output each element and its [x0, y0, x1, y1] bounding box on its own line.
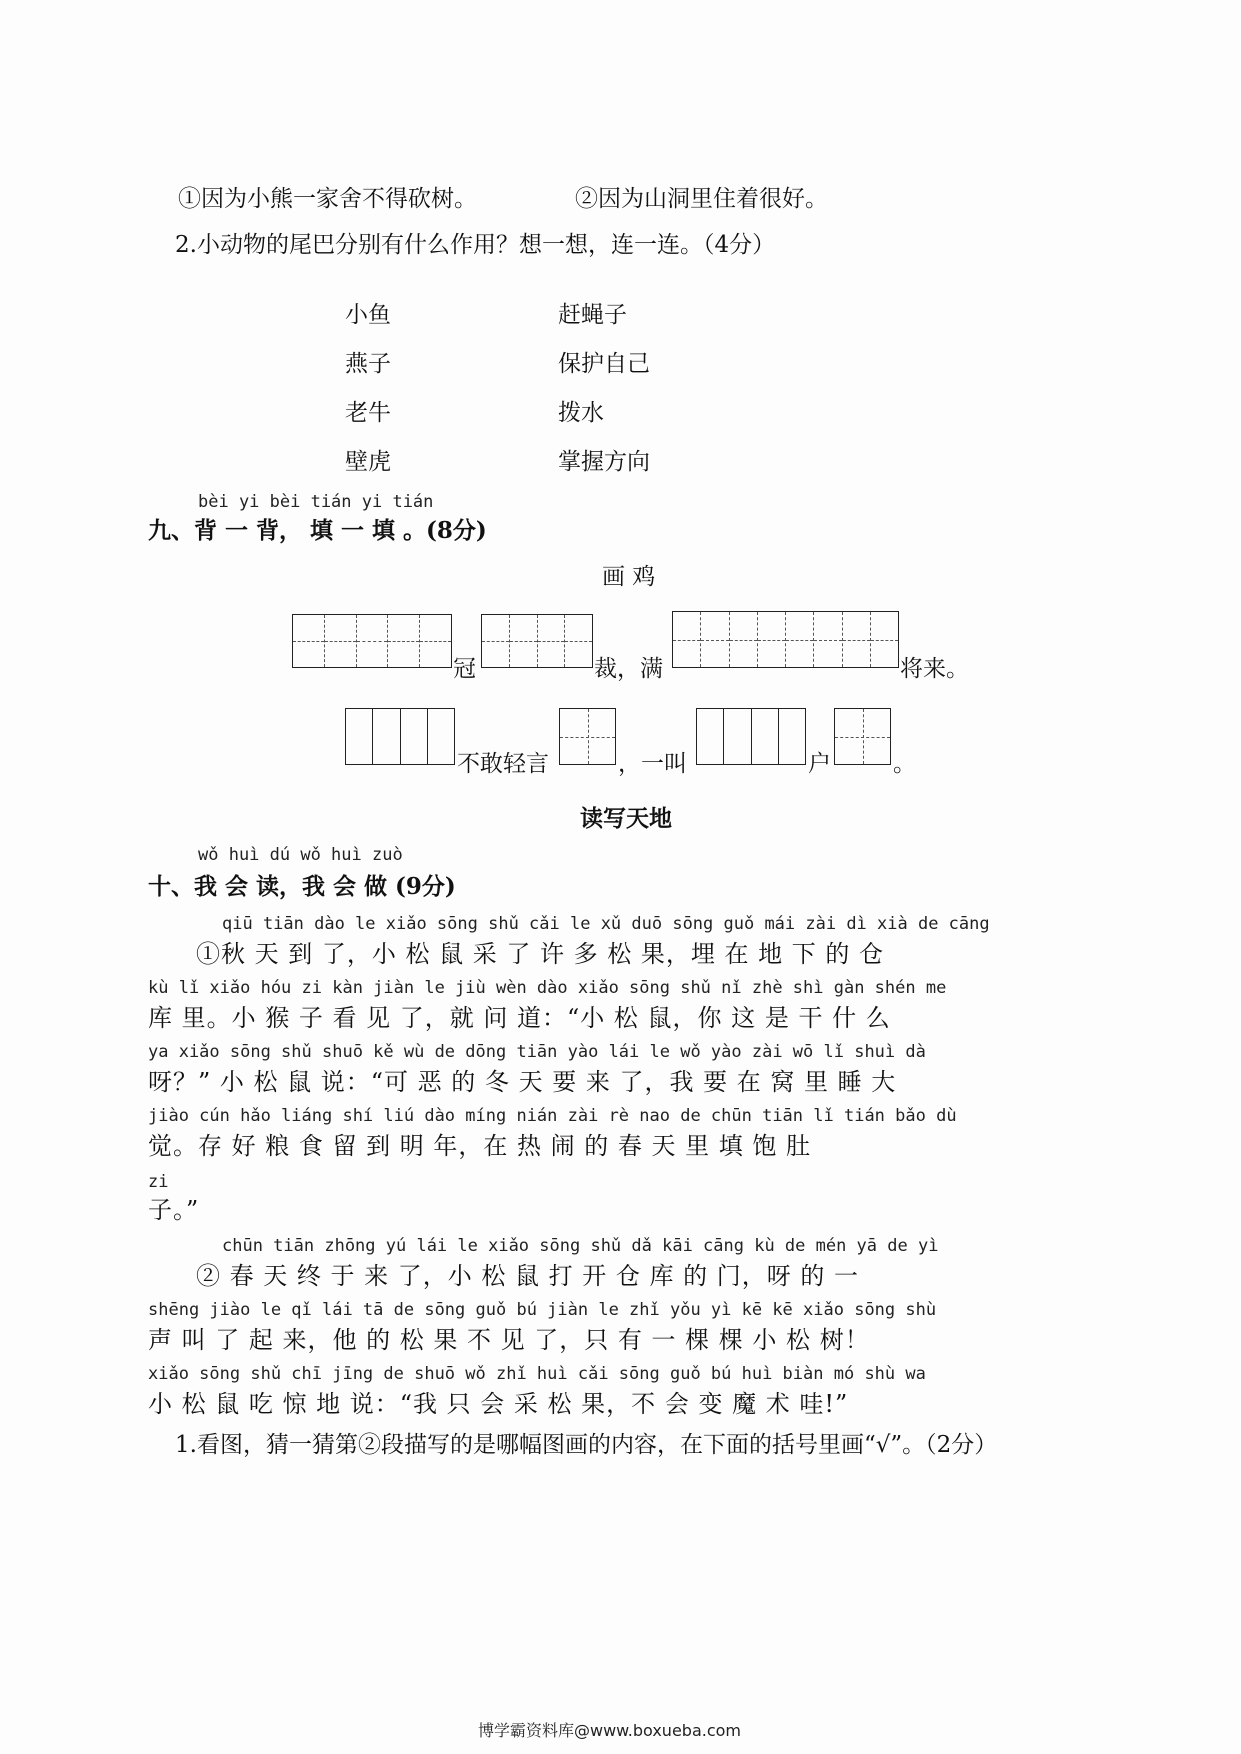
writing-grid[interactable]: [559, 708, 616, 765]
poem-text: 不敢轻言: [457, 751, 549, 777]
passage-line: 觉。存 好 粮 食 留 到 明 年，在 热 闹 的 春 天 里 填 饱 肚: [148, 1132, 812, 1160]
passage-line: 库 里。小 猴 子 看 见 了，就 问 道：“小 松 鼠，你 这 是 干 什 么: [148, 1004, 891, 1032]
passage-line: 呀？” 小 松 鼠 说：“可 恶 的 冬 天 要 来 了，我 要 在 窝 里 睡 大: [148, 1068, 897, 1096]
pinyin-line: chūn tiān zhōng yú lái le xiǎo sōng shǔ dǎ kāi cāng kù de mén yā de yì: [222, 1236, 939, 1256]
match-right-item[interactable]: 拨水: [558, 400, 604, 426]
pinyin-line: jiào cún hǎo liáng shí liú dào míng nián zài rè nao de chūn tiān lǐ tián bǎo dù: [148, 1106, 957, 1126]
poem-title: 画 鸡: [602, 564, 656, 590]
poem-text: ，一叫: [618, 751, 687, 777]
question-9-pinyin: bèi yi bèi tián yi tián: [198, 492, 434, 512]
pinyin-line: xiǎo sōng shǔ chī jīng de shuō wǒ zhǐ huì cǎi sōng guǒ bú huì biàn mó shù wa: [148, 1364, 926, 1384]
writing-grid[interactable]: [481, 614, 593, 668]
pinyin-line: qiū tiān dào le xiǎo sōng shǔ cǎi le xǔ duō sōng guǒ mái zài dì xià de cāng: [222, 914, 990, 934]
question-10-1: 1.看图，猜一猜第②段描写的是哪幅图画的内容，在下面的括号里画“√”。（2分）: [175, 1432, 998, 1458]
writing-grid[interactable]: [696, 708, 806, 765]
option-1: ①因为小熊一家舍不得砍树。: [178, 186, 477, 212]
question-8-2-title: 2.小动物的尾巴分别有什么作用？想一想，连一连。（4分）: [175, 232, 776, 258]
passage-line: 小 松 鼠 吃 惊 地 说：“我 只 会 采 松 果，不 会 变 魔 术 哇!”: [148, 1390, 849, 1418]
match-left-item[interactable]: 燕子: [345, 351, 391, 377]
poem-text: 冠: [453, 656, 476, 682]
poem-text: 将来。: [900, 656, 969, 682]
pinyin-line: shēng jiào le qǐ lái tā de sōng guǒ bú jiàn le zhǐ yǒu yì kē kē xiǎo sōng shù: [148, 1300, 937, 1320]
question-10-title: 十、我 会 读，我 会 做 (9分): [148, 873, 456, 900]
pinyin-line: ya xiǎo sōng shǔ shuō kě wù de dōng tiān yào lái le wǒ yào zài wō lǐ shuì dà: [148, 1042, 926, 1062]
passage-line: ② 春 天 终 于 来 了，小 松 鼠 打 开 仓 库 的 门，呀 的 一: [196, 1262, 860, 1290]
match-left-item[interactable]: 壁虎: [345, 449, 391, 475]
writing-grid[interactable]: [345, 708, 455, 765]
passage-line: 声 叫 了 起 来，他 的 松 果 不 见 了，只 有 一 棵 棵 小 松 树！: [148, 1326, 870, 1354]
writing-grid[interactable]: [672, 611, 899, 668]
poem-text: 裁，满: [594, 656, 663, 682]
passage-line: 子。”: [148, 1196, 200, 1224]
footer-watermark: 博学霸资料库@www.boxueba.com: [478, 1721, 742, 1740]
poem-text: 。: [893, 751, 916, 777]
question-9-title: 九、背 一 背， 填 一 填 。(8分): [148, 517, 487, 544]
pinyin-line: kù lǐ xiǎo hóu zi kàn jiàn le jiù wèn dào xiǎo sōng shǔ nǐ zhè shì gàn shén me: [148, 978, 947, 998]
section-title: 读写天地: [580, 805, 672, 832]
match-right-item[interactable]: 保护自己: [558, 351, 650, 377]
question-10-pinyin: wǒ huì dú wǒ huì zuò: [198, 845, 403, 865]
match-right-item[interactable]: 赶蝇子: [558, 302, 627, 328]
match-left-item[interactable]: 老牛: [345, 400, 391, 426]
poem-text: 户: [808, 751, 831, 777]
match-right-item[interactable]: 掌握方向: [558, 449, 650, 475]
writing-grid[interactable]: [834, 708, 891, 765]
passage-line: ①秋 天 到 了，小 松 鼠 采 了 许 多 松 果，埋 在 地 下 的 仓: [196, 940, 885, 968]
option-2: ②因为山洞里住着很好。: [575, 186, 828, 212]
match-left-item[interactable]: 小鱼: [345, 302, 391, 328]
writing-grid[interactable]: [292, 614, 452, 668]
pinyin-line: zi: [148, 1172, 169, 1192]
